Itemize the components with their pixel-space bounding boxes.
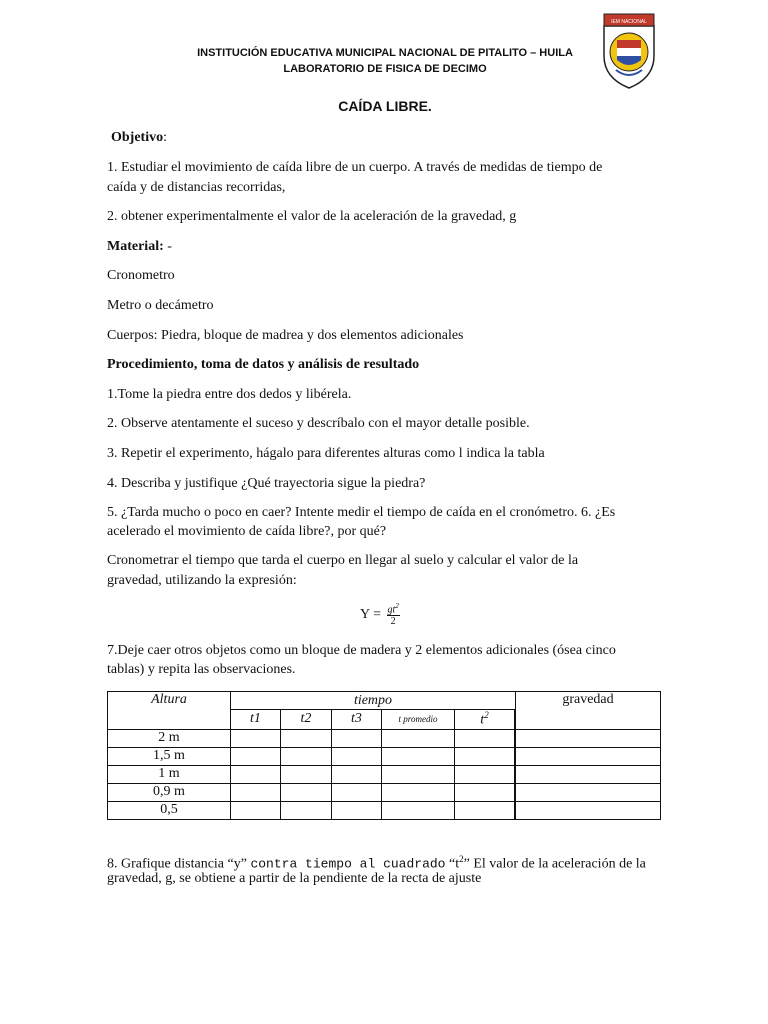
procedure-step-7-line-1: 7.Deje caer otros objetos como un bloque de madera y 2 elementos adicionales (ósea cinco	[107, 643, 616, 658]
empty-cell[interactable]	[281, 783, 332, 801]
objective-item-1-line-2: caída y de distancias recorridas,	[107, 180, 286, 195]
empty-cell[interactable]	[231, 729, 281, 747]
institution-header: INSTITUCIÓN EDUCATIVA MUNICIPAL NACIONAL DE PITALITO – HUILA	[197, 47, 573, 59]
procedure-step-4: 4. Describa y justifique ¿Qué trayectoria sigue la piedra?	[107, 476, 426, 491]
timing-instruction-line-1: Cronometrar el tiempo que tarda el cuerpo en llegar al suelo y calcular el valor de la	[107, 553, 579, 568]
table-row	[108, 729, 661, 747]
gravity-formula: Y = $\frac{gt^2}{2}$	[360, 602, 399, 628]
procedure-step-8-line-2: gravedad, g, se obtiene a partir de la pendiente de la recta de ajuste	[107, 871, 482, 886]
empty-cell[interactable]	[231, 765, 281, 783]
empty-cell[interactable]	[281, 801, 332, 819]
procedure-step-8-line-1: 8. Grafique distancia “y” contra tiempo al cuadrado “$t^2$” El valor de la aceleración de la	[107, 854, 646, 872]
empty-cell[interactable]	[455, 765, 515, 783]
header-t-squared: $t^2$	[455, 710, 515, 730]
empty-cell[interactable]	[516, 729, 661, 747]
header-tiempo: tiempo	[231, 692, 516, 710]
header-t1: t1	[231, 710, 281, 730]
lab-header: LABORATORIO DE FISICA DE DECIMO	[283, 63, 487, 75]
empty-cell[interactable]	[516, 783, 661, 801]
objective-item-2: 2. obtener experimentalmente el valor de la aceleración de la gravedad, g	[107, 209, 517, 224]
empty-cell[interactable]	[281, 765, 332, 783]
empty-cell[interactable]	[231, 747, 281, 765]
empty-cell[interactable]	[455, 747, 515, 765]
material-item: Metro o decámetro	[107, 298, 214, 313]
empty-cell[interactable]	[516, 801, 661, 819]
timing-instruction-line-2: gravedad, utilizando la expresión:	[107, 573, 297, 588]
empty-cell[interactable]	[516, 747, 661, 765]
table-row	[108, 783, 661, 801]
procedure-step-5-line-1: 5. ¿Tarda mucho o poco en caer? Intente medir el tiempo de caída en el cronómetro. 6. ¿Es	[107, 505, 616, 520]
empty-cell[interactable]	[382, 729, 455, 747]
row-altura: 1,5 m	[108, 747, 231, 765]
table-row	[108, 801, 661, 819]
header-gravedad: gravedad	[516, 692, 661, 730]
material-heading: Material: -	[107, 239, 172, 254]
objective-heading: Objetivo:	[111, 130, 167, 145]
empty-cell[interactable]	[281, 747, 332, 765]
procedure-step-7-line-2: tablas) y repita las observaciones.	[107, 662, 296, 677]
procedure-heading: Procedimiento, toma de datos y análisis de resultado	[107, 357, 420, 372]
empty-cell[interactable]	[516, 765, 661, 783]
empty-cell[interactable]	[332, 747, 382, 765]
row-altura: 0,9 m	[108, 783, 231, 801]
empty-cell[interactable]	[231, 783, 281, 801]
table-row	[108, 765, 661, 783]
table-row	[108, 747, 661, 765]
row-altura: 0,5	[108, 801, 231, 819]
empty-cell[interactable]	[382, 801, 455, 819]
empty-cell[interactable]	[455, 783, 515, 801]
page-title: CAÍDA LIBRE.	[338, 98, 432, 114]
header-t3: t3	[332, 710, 382, 730]
empty-cell[interactable]	[332, 783, 382, 801]
header-altura: Altura	[108, 692, 231, 730]
school-crest-logo	[596, 12, 662, 90]
empty-cell[interactable]	[281, 729, 332, 747]
data-table	[107, 691, 661, 820]
material-item: Cuerpos: Piedra, bloque de madrea y dos elementos adicionales	[107, 328, 464, 343]
empty-cell[interactable]	[382, 783, 455, 801]
empty-cell[interactable]	[231, 801, 281, 819]
row-altura: 2 m	[108, 729, 231, 747]
header-t-promedio: t promedio	[382, 710, 455, 730]
procedure-step-3: 3. Repetir el experimento, hágalo para diferentes alturas como l indica la tabla	[107, 446, 545, 461]
material-item: Cronometro	[107, 268, 175, 283]
empty-cell[interactable]	[332, 765, 382, 783]
objective-item-1-line-1: 1. Estudiar el movimiento de caída libre de un cuerpo. A través de medidas de tiempo de	[107, 160, 603, 175]
procedure-step-2: 2. Observe atentamente el suceso y descríbalo con el mayor detalle posible.	[107, 416, 530, 431]
svg-text:IEM NACIONAL: IEM NACIONAL	[611, 19, 647, 25]
row-altura: 1 m	[108, 765, 231, 783]
empty-cell[interactable]	[332, 729, 382, 747]
empty-cell[interactable]	[382, 747, 455, 765]
empty-cell[interactable]	[455, 729, 515, 747]
header-t2: t2	[281, 710, 332, 730]
procedure-step-1: 1.Tome la piedra entre dos dedos y libérela.	[107, 387, 352, 402]
empty-cell[interactable]	[332, 801, 382, 819]
empty-cell[interactable]	[382, 765, 455, 783]
empty-cell[interactable]	[455, 801, 515, 819]
procedure-step-5-line-2: acelerado el movimiento de caída libre?, por qué?	[107, 524, 387, 539]
